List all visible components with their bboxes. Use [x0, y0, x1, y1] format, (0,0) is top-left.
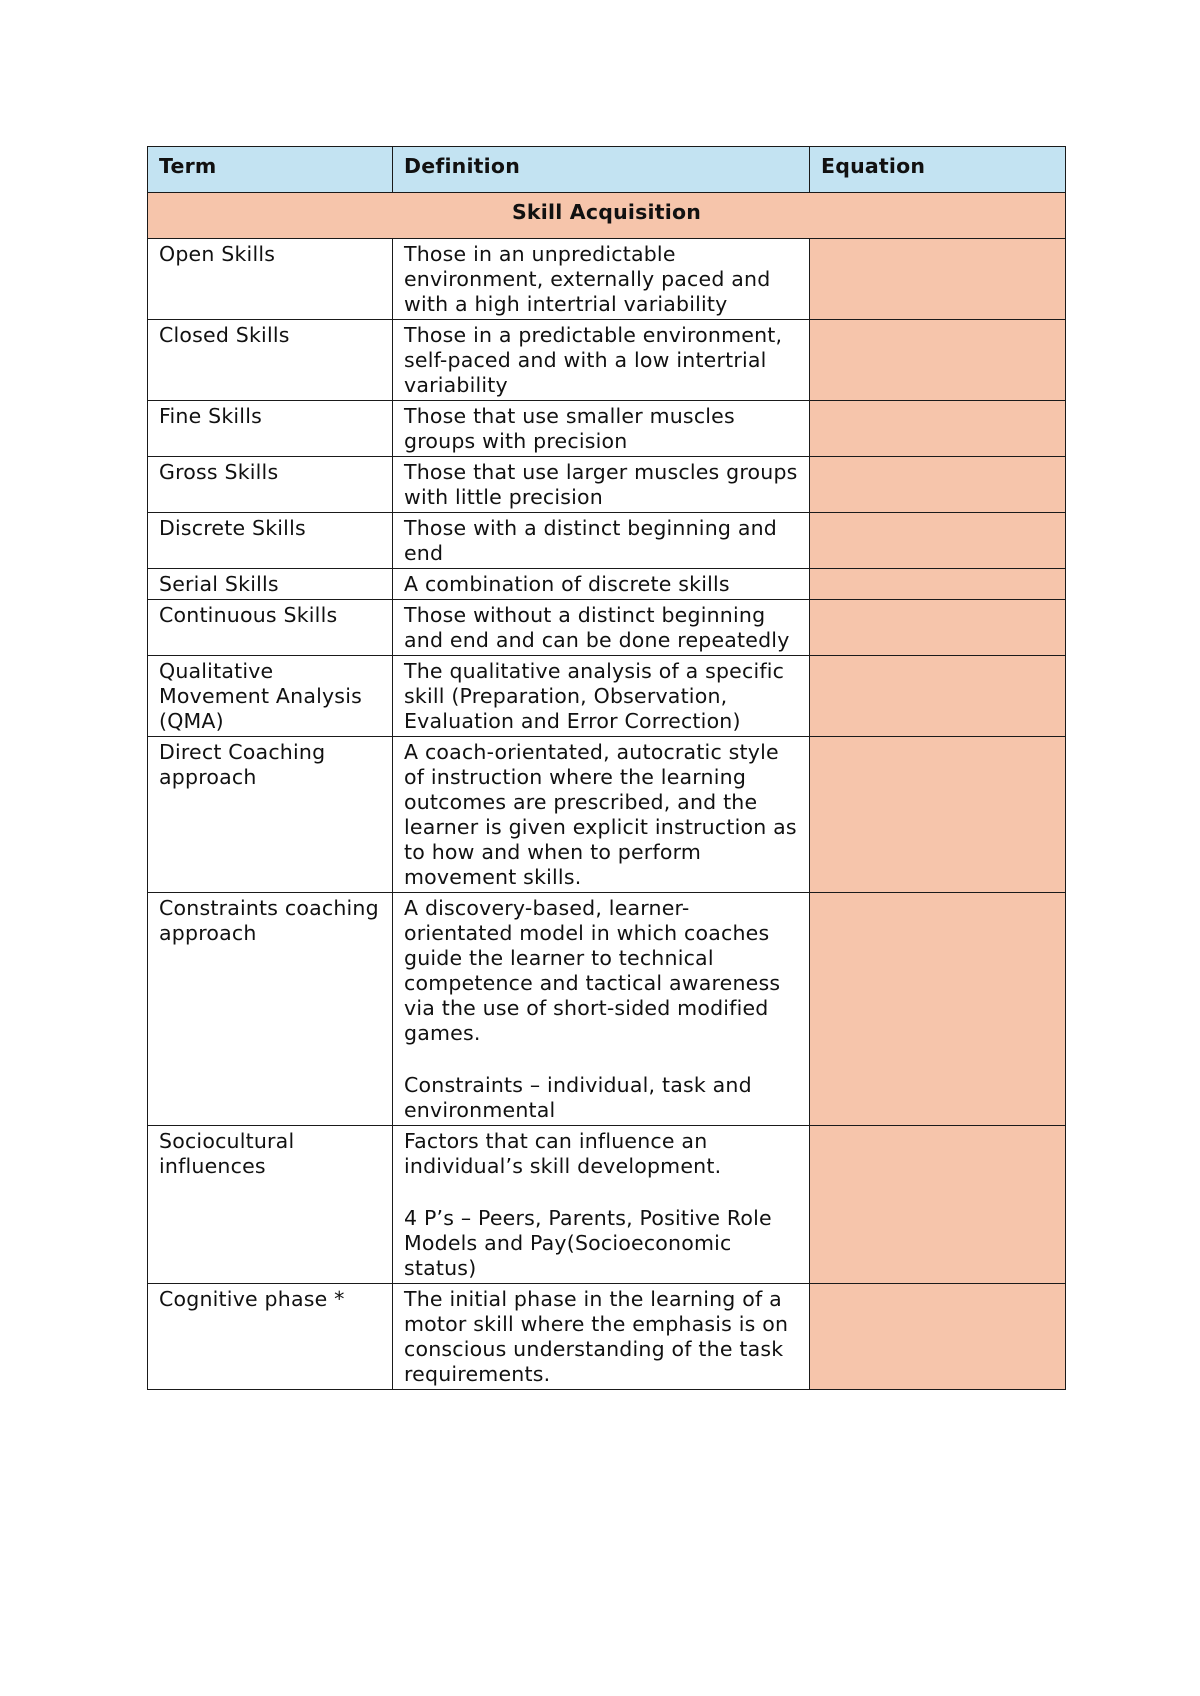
definition-cell	[393, 569, 810, 600]
definition-paragraph: Those that use larger muscles groups with little precision	[404, 460, 798, 509]
table-row	[148, 513, 1066, 569]
equation-cell	[810, 320, 1066, 401]
table-row	[148, 320, 1066, 401]
equation-cell	[810, 1126, 1066, 1284]
term-cell: Discrete Skills	[148, 513, 393, 569]
glossary-table	[147, 146, 1066, 1390]
definition-paragraph: 4 P’s – Peers, Parents, Positive Role Models and Pay(Socioeconomic status)	[404, 1206, 772, 1280]
definition-paragraph: Constraints – individual, task and environmental	[404, 1073, 752, 1122]
term-cell: Cognitive phase *	[148, 1284, 393, 1390]
definition-paragraph: A coach-orientated, autocratic style of instruction where the learning outcomes are prescribed, and the learner is given explicit instruction as to how and when to perform movement skills.	[404, 740, 797, 889]
table-row	[148, 239, 1066, 320]
equation-cell	[810, 401, 1066, 457]
definition-cell	[393, 893, 810, 1126]
definition-paragraph: A discovery-based, learner-orientated model in which coaches guide the learner to technical competence and tactical awareness via the use of short-sided modified games.	[404, 896, 781, 1045]
table-row	[148, 1126, 1066, 1284]
section-title: Skill Acquisition	[148, 193, 1066, 239]
table-row	[148, 737, 1066, 893]
term-cell: Open Skills	[148, 239, 393, 320]
equation-cell	[810, 1284, 1066, 1390]
table-row	[148, 893, 1066, 1126]
definition-cell	[393, 513, 810, 569]
definition-cell	[393, 1126, 810, 1284]
header-term: Term	[148, 147, 393, 193]
term-cell: Fine Skills	[148, 401, 393, 457]
term-cell: Continuous Skills	[148, 600, 393, 656]
term-cell: Closed Skills	[148, 320, 393, 401]
table-row	[148, 569, 1066, 600]
definition-paragraph: Factors that can influence an individual’s skill development.	[404, 1129, 722, 1178]
equation-cell	[810, 239, 1066, 320]
term-cell: Direct Coaching approach	[148, 737, 393, 893]
definition-paragraph: Those that use smaller muscles groups with precision	[404, 404, 735, 453]
table-row	[148, 600, 1066, 656]
header-definition: Definition	[393, 147, 810, 193]
definition-paragraph: Those with a distinct beginning and end	[404, 516, 777, 565]
header-equation: Equation	[810, 147, 1066, 193]
equation-cell	[810, 893, 1066, 1126]
definition-cell	[393, 239, 810, 320]
definition-cell	[393, 656, 810, 737]
definition-cell	[393, 401, 810, 457]
table-header-row	[148, 147, 1066, 193]
definition-paragraph: The initial phase in the learning of a motor skill where the emphasis is on conscious understanding of the task requirements.	[404, 1287, 789, 1386]
definition-cell	[393, 600, 810, 656]
table-row	[148, 401, 1066, 457]
section-row	[148, 193, 1066, 239]
definition-cell	[393, 320, 810, 401]
equation-cell	[810, 569, 1066, 600]
term-cell: Constraints coaching approach	[148, 893, 393, 1126]
table-row	[148, 1284, 1066, 1390]
term-cell: Serial Skills	[148, 569, 393, 600]
equation-cell	[810, 656, 1066, 737]
equation-cell	[810, 457, 1066, 513]
definition-cell	[393, 737, 810, 893]
table-row	[148, 656, 1066, 737]
definition-cell	[393, 457, 810, 513]
equation-cell	[810, 737, 1066, 893]
term-cell: Qualitative Movement Analysis (QMA)	[148, 656, 393, 737]
definition-paragraph: Those in an unpredictable environment, externally paced and with a high intertrial variability	[404, 242, 771, 316]
equation-cell	[810, 513, 1066, 569]
equation-cell	[810, 600, 1066, 656]
table-row	[148, 457, 1066, 513]
definition-paragraph: Those without a distinct beginning and end and can be done repeatedly	[404, 603, 790, 652]
table-body	[148, 193, 1066, 1390]
definition-paragraph: Those in a predictable environment, self-paced and with a low intertrial variability	[404, 323, 783, 397]
term-cell: Sociocultural influences	[148, 1126, 393, 1284]
definition-paragraph: A combination of discrete skills	[404, 572, 730, 596]
term-cell: Gross Skills	[148, 457, 393, 513]
definition-paragraph: The qualitative analysis of a specific skill (Preparation, Observation, Evaluation and Error Correction)	[404, 659, 785, 733]
definition-cell	[393, 1284, 810, 1390]
